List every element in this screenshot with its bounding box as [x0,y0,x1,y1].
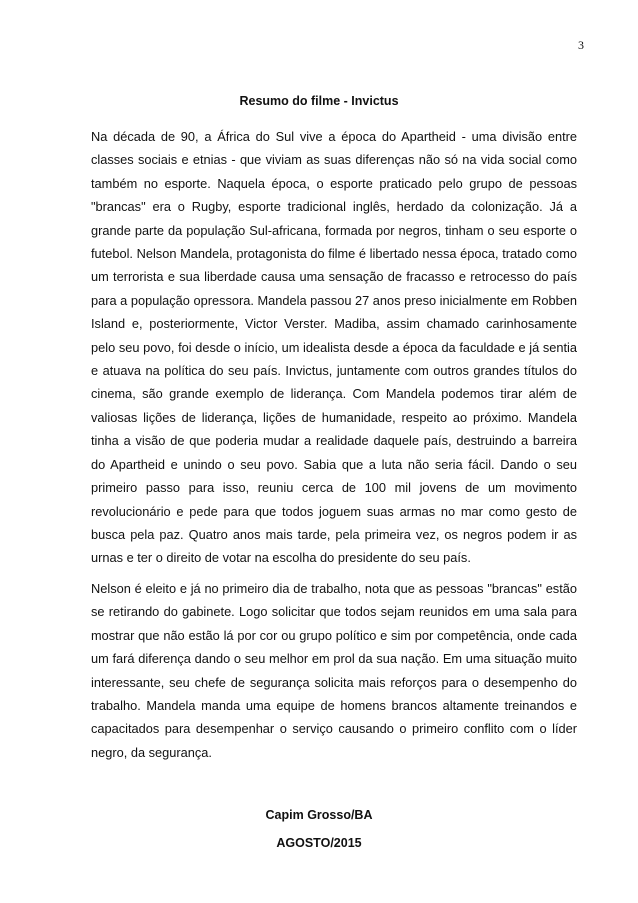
footer-city: Capim Grosso/BA [265,808,373,822]
document-title: Resumo do filme - Invictus [239,94,399,108]
paragraph-1: Na década de 90, a África do Sul vive a época do Apartheid - uma divisão entre classes sociais e etnias - que viviam as suas diferenças não só na vida social como também no esporte. Naquela época, o esporte praticado pelo grupo de pessoas "brancas" era o Rugby, esporte tradicional inglês, herdado da colonização. Já a grande parte da população Sul-africana, formada por negros, tinham o seu esporte o futebol. Nelson Mandela, protagonista do filme é libertado nessa época, tratado como um terrorista e sua liberdade causa uma sensação de fracasso e retrocesso do país para a população opressora. Mandela passou 27 anos preso inicialmente em Robben Island e, posteriormente, Victor Verster. Madiba, assim chamado carinhosamente pelo seu povo, foi desde o início, um idealista desde a época da faculdade e já sentia e atuava na política do seu país. Invictus, juntamente com outros grandes títulos do cinema, são grande exemplo de liderança. Com Mandela podemos tirar além de valiosas lições de liderança, lições de humanidade, respeito ao próximo. Mandela tinha a visão de que poderia mudar a realidade daquele país, destruindo a barreira do Apartheid e unindo o seu povo. Sabia que a luta não seria fácil. Dando o seu primeiro passo para isso, reuniu cerca de 100 mil jovens de um movimento revolucionário e pede para que todos joguem suas armas no mar como gesto de busca pela paz. Quatro anos mais tarde, pela primeira vez, os negros podem ir as urnas e ter o direito de votar na escolha do presidente do seu país. [91,129,577,566]
footer-date: AGOSTO/2015 [276,836,362,850]
page-number: 3 [578,38,584,52]
paragraph-2: Nelson é eleito e já no primeiro dia de trabalho, nota que as pessoas "brancas" estão se retirando do gabinete. Logo solicitar que todos sejam reunidos em uma sala para mostrar que não estão lá por cor ou grupo político e sim por competência, onde cada um fará diferença dando o seu melhor em prol da sua nação. Em uma situação muito interessante, seu chefe de segurança solicita mais reforços para o desempenho do trabalho. Mandela manda uma equipe de homens brancos altamente treinandos e capacitados para desempenhar o serviço causando o primeiro conflito com o líder negro, da segurança. [91,581,577,760]
